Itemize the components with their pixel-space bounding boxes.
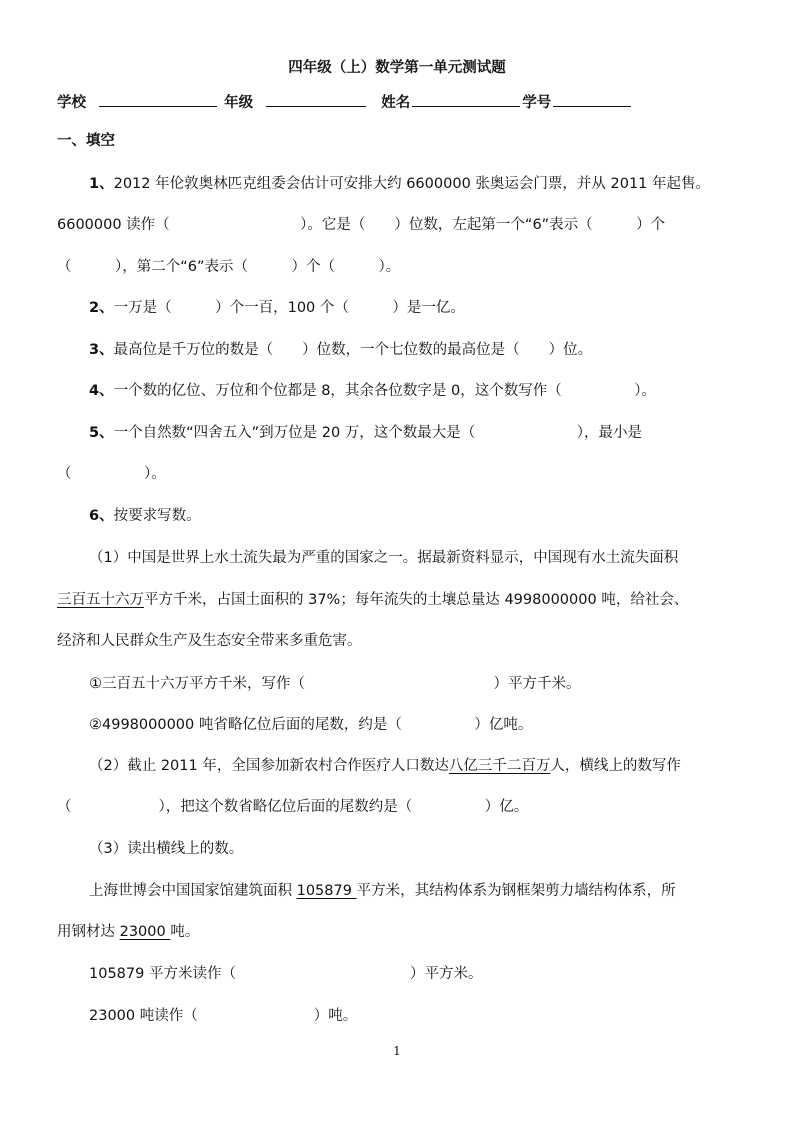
q6-part-1-line-2 bbox=[57, 590, 739, 610]
question-number: 1、 bbox=[89, 176, 114, 192]
text-segment: 平方米，其结构体系为钢框架剪力墙结构体系，所 bbox=[356, 883, 676, 899]
question-1-line-1 bbox=[89, 174, 739, 194]
text-segment: 上海世博会中国国家馆建筑面积 bbox=[89, 883, 297, 899]
question-text: 最高位是千万位的数是（ ）位数，一个七位数的最高位是（ ）位。 bbox=[113, 342, 593, 358]
name-label: 姓名 bbox=[381, 95, 411, 111]
q6-part-3-read-2: 23000 吨读作（ ）吨。 bbox=[89, 1008, 358, 1024]
question-number: 6、 bbox=[89, 508, 114, 524]
number-value: 4998000000 bbox=[504, 592, 597, 608]
grade-label: 年级 bbox=[224, 95, 254, 111]
underlined-number: 105879 bbox=[296, 883, 357, 899]
q6-part-2-line-1 bbox=[89, 756, 739, 776]
q6-part-3-line-2 bbox=[57, 922, 739, 942]
q6-part-1-sub-2: ②4998000000 吨省略亿位后面的尾数，约是（ ）亿吨。 bbox=[89, 717, 533, 733]
text-segment: （2）截止 2011 年，全国参加新农村合作医疗人口数达 bbox=[89, 758, 449, 774]
text-segment: 吨。 bbox=[170, 924, 200, 940]
id-field[interactable] bbox=[553, 90, 631, 107]
question-number: 2、 bbox=[89, 300, 114, 316]
question-text: 按要求写数。 bbox=[113, 508, 201, 524]
section-heading: 一、填空 bbox=[57, 133, 115, 149]
question-3 bbox=[89, 340, 739, 360]
underlined-number: 八亿三千二百万 bbox=[448, 758, 551, 774]
question-text: 一万是（ ）个一百，100 个（ ）是一亿。 bbox=[113, 300, 465, 316]
underlined-number: 三百五十六万 bbox=[57, 592, 144, 608]
question-text: 一个自然数“四舍五入”到万位是 20 万，这个数最大是（ ），最小是 bbox=[113, 425, 643, 441]
name-field[interactable] bbox=[412, 90, 520, 107]
question-number: 3、 bbox=[89, 342, 114, 358]
page-title: 四年级（上）数学第一单元测试题 bbox=[288, 60, 506, 76]
question-text: 一个数的亿位、万位和个位都是 8，其余各位数字是 0，这个数写作（ ）。 bbox=[113, 383, 657, 399]
q6-part-3-line-1 bbox=[89, 881, 739, 901]
text-segment: 平方千米，占国土面积的 37%；每年流失的土壤总量达 bbox=[144, 592, 505, 608]
question-number: 5、 bbox=[89, 425, 114, 441]
student-info-line bbox=[57, 90, 739, 113]
q6-part-2-line-2: （ ），把这个数省略亿位后面的尾数约是（ ）亿。 bbox=[57, 799, 529, 815]
q6-part-3-title: （3）读出横线上的数。 bbox=[89, 841, 244, 857]
text-segment: 吨，给社会、 bbox=[596, 592, 689, 608]
id-label: 学号 bbox=[522, 95, 552, 111]
question-text: 2012 年伦敦奥林匹克组委会估计可安排大约 6600000 张奥运会门票，并从 2011 年起售。 bbox=[113, 176, 711, 192]
question-1-line-3: （ ），第二个“6”表示（ ）个（ ）。 bbox=[57, 259, 401, 275]
school-field[interactable] bbox=[99, 90, 217, 107]
q6-part-1-sub-1: ①三百五十六万平方千米，写作（ ）平方千米。 bbox=[89, 676, 581, 692]
grade-field[interactable] bbox=[266, 90, 366, 107]
q6-part-1-line-3: 经济和人民群众生产及生态安全带来多重危害。 bbox=[57, 633, 362, 649]
underlined-number: 23000 bbox=[119, 924, 171, 940]
question-6 bbox=[89, 506, 739, 526]
q6-part-3-read-1: 105879 平方米读作（ ）平方米。 bbox=[89, 966, 483, 982]
text-segment: 人，横线上的数写作 bbox=[550, 758, 681, 774]
question-4 bbox=[89, 381, 739, 401]
question-number: 4、 bbox=[89, 383, 114, 399]
q6-part-1-line-1: （1）中国是世界上水土流失最为严重的国家之一。据最新资料显示，中国现有水土流失面积 bbox=[89, 550, 679, 566]
question-2 bbox=[89, 298, 739, 318]
school-label: 学校 bbox=[57, 95, 86, 111]
question-5-line-2: （ ）。 bbox=[57, 466, 166, 482]
text-segment: 用钢材达 bbox=[57, 924, 120, 940]
question-1-line-2: 6600000 读作（ ）。它是（ ）位数，左起第一个“6”表示（ ）个 bbox=[57, 217, 666, 233]
page-number: 1 bbox=[393, 1044, 401, 1058]
question-5-line-1 bbox=[89, 423, 739, 443]
